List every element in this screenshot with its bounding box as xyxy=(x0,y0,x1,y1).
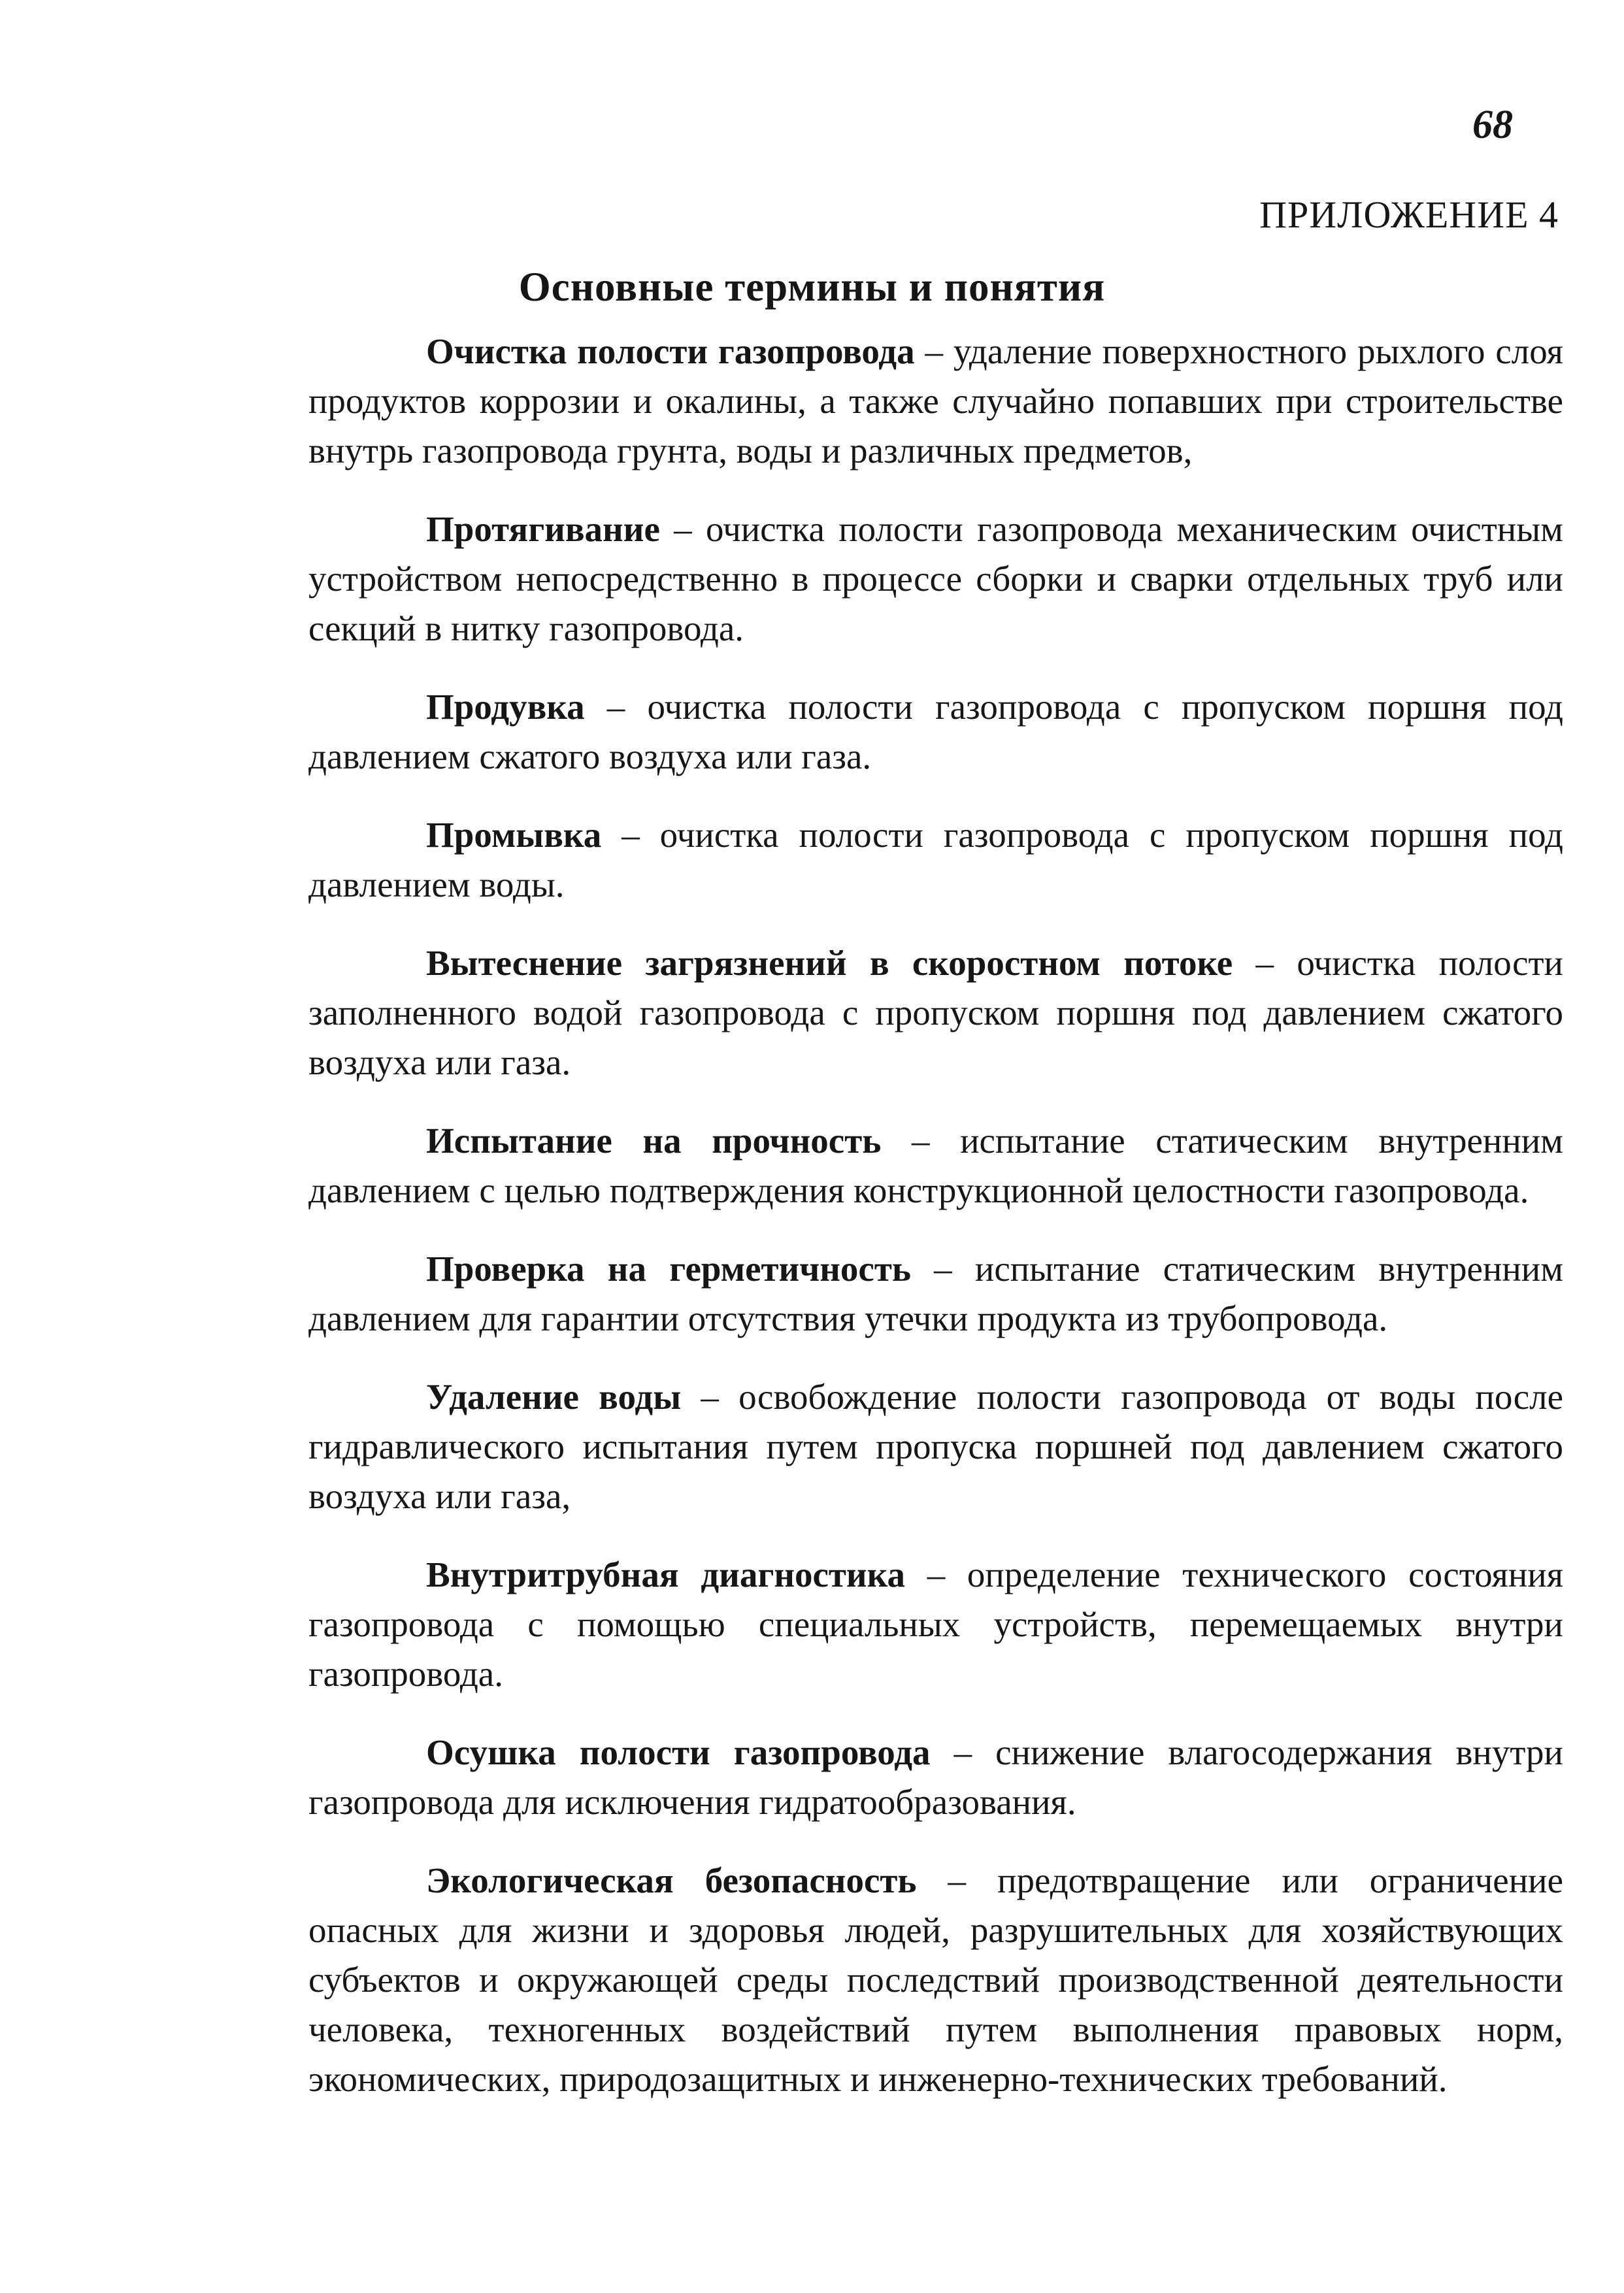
definition-term: Осушка полости газопровода xyxy=(426,1732,931,1772)
definition-text: – очистка полости газопровода с пропуском поршня под давлением воды. xyxy=(308,815,1563,904)
definition-paragraph xyxy=(308,938,1563,1087)
definition-text: – очистка полости заполненного водой газопровода с пропуском поршня под давлением сжатого воздуха или газа. xyxy=(308,943,1563,1082)
appendix-label: ПРИЛОЖЕНИЕ 4 xyxy=(1259,193,1559,236)
definition-text: – освобождение полости газопровода от воды после гидравлического испытания путем пропуска поршней под давлением сжатого воздуха или газа, xyxy=(308,1377,1563,1516)
definition-term: Протягивание xyxy=(426,509,660,549)
definition-term: Очистка полости газопровода xyxy=(426,331,915,371)
definition-paragraph xyxy=(308,504,1563,653)
definition-paragraph xyxy=(308,1728,1563,1827)
page-number: 68 xyxy=(1472,103,1513,147)
definition-term: Экологическая безопасность xyxy=(426,1860,917,1900)
definition-term: Испытание на прочность xyxy=(426,1121,882,1161)
definition-paragraph xyxy=(308,682,1563,782)
definition-term: Промывка xyxy=(426,815,602,855)
definition-paragraph xyxy=(308,1244,1563,1344)
definition-term: Удаление воды xyxy=(426,1377,682,1417)
definition-text: – очистка полости газопровода механическим очистным устройством непосредственно в процессе сборки и сварки отдельных труб или секций в нитку газопровода. xyxy=(308,509,1563,648)
definition-text: – предотвращение или ограничение опасных для жизни и здоровья людей, разрушительных для хозяйствующих субъектов и окружающей среды последствий производственной деятельности человека, техногенных воздействий путем выполнения правовых норм, экономических, природозащитных и инженерно-технических требований. xyxy=(308,1860,1563,2099)
definition-text: – очистка полости газопровода с пропуском поршня под давлением сжатого воздуха или газа. xyxy=(308,687,1563,776)
definition-text: – снижение влагосодержания внутри газопровода для исключения гидратообразования. xyxy=(308,1732,1563,1822)
definition-text: – определение технического состояния газопровода с помощью специальных устройств, перемещаемых внутри газопровода. xyxy=(308,1555,1563,1694)
definition-paragraph xyxy=(308,327,1563,476)
definition-term: Проверка на герметичность xyxy=(426,1249,911,1289)
definition-term: Внутритрубная диагностика xyxy=(426,1555,905,1594)
definition-paragraph xyxy=(308,1372,1563,1521)
definition-paragraph xyxy=(308,1550,1563,1699)
definition-term: Продувка xyxy=(426,687,585,727)
page-title: Основные термины и понятия xyxy=(518,264,1106,310)
definition-paragraph xyxy=(308,1856,1563,2104)
definition-paragraph xyxy=(308,810,1563,910)
definition-text: – испытание статическим внутренним давлением для гарантии отсутствия утечки продукта из трубопровода. xyxy=(308,1249,1564,1338)
definition-text: – удаление поверхностного рыхлого слоя продуктов коррозии и окалины, а также случайно попавших при строительстве внутрь газопровода грунта, воды и различных предметов, xyxy=(308,331,1563,470)
definitions-list xyxy=(308,327,1563,2133)
definition-text: – испытание статическим внутренним давлением с целью подтверждения конструкционной целостности газопровода. xyxy=(308,1121,1563,1210)
definition-term: Вытеснение загрязнений в скоростном потоке xyxy=(426,943,1233,983)
definition-paragraph xyxy=(308,1116,1563,1215)
